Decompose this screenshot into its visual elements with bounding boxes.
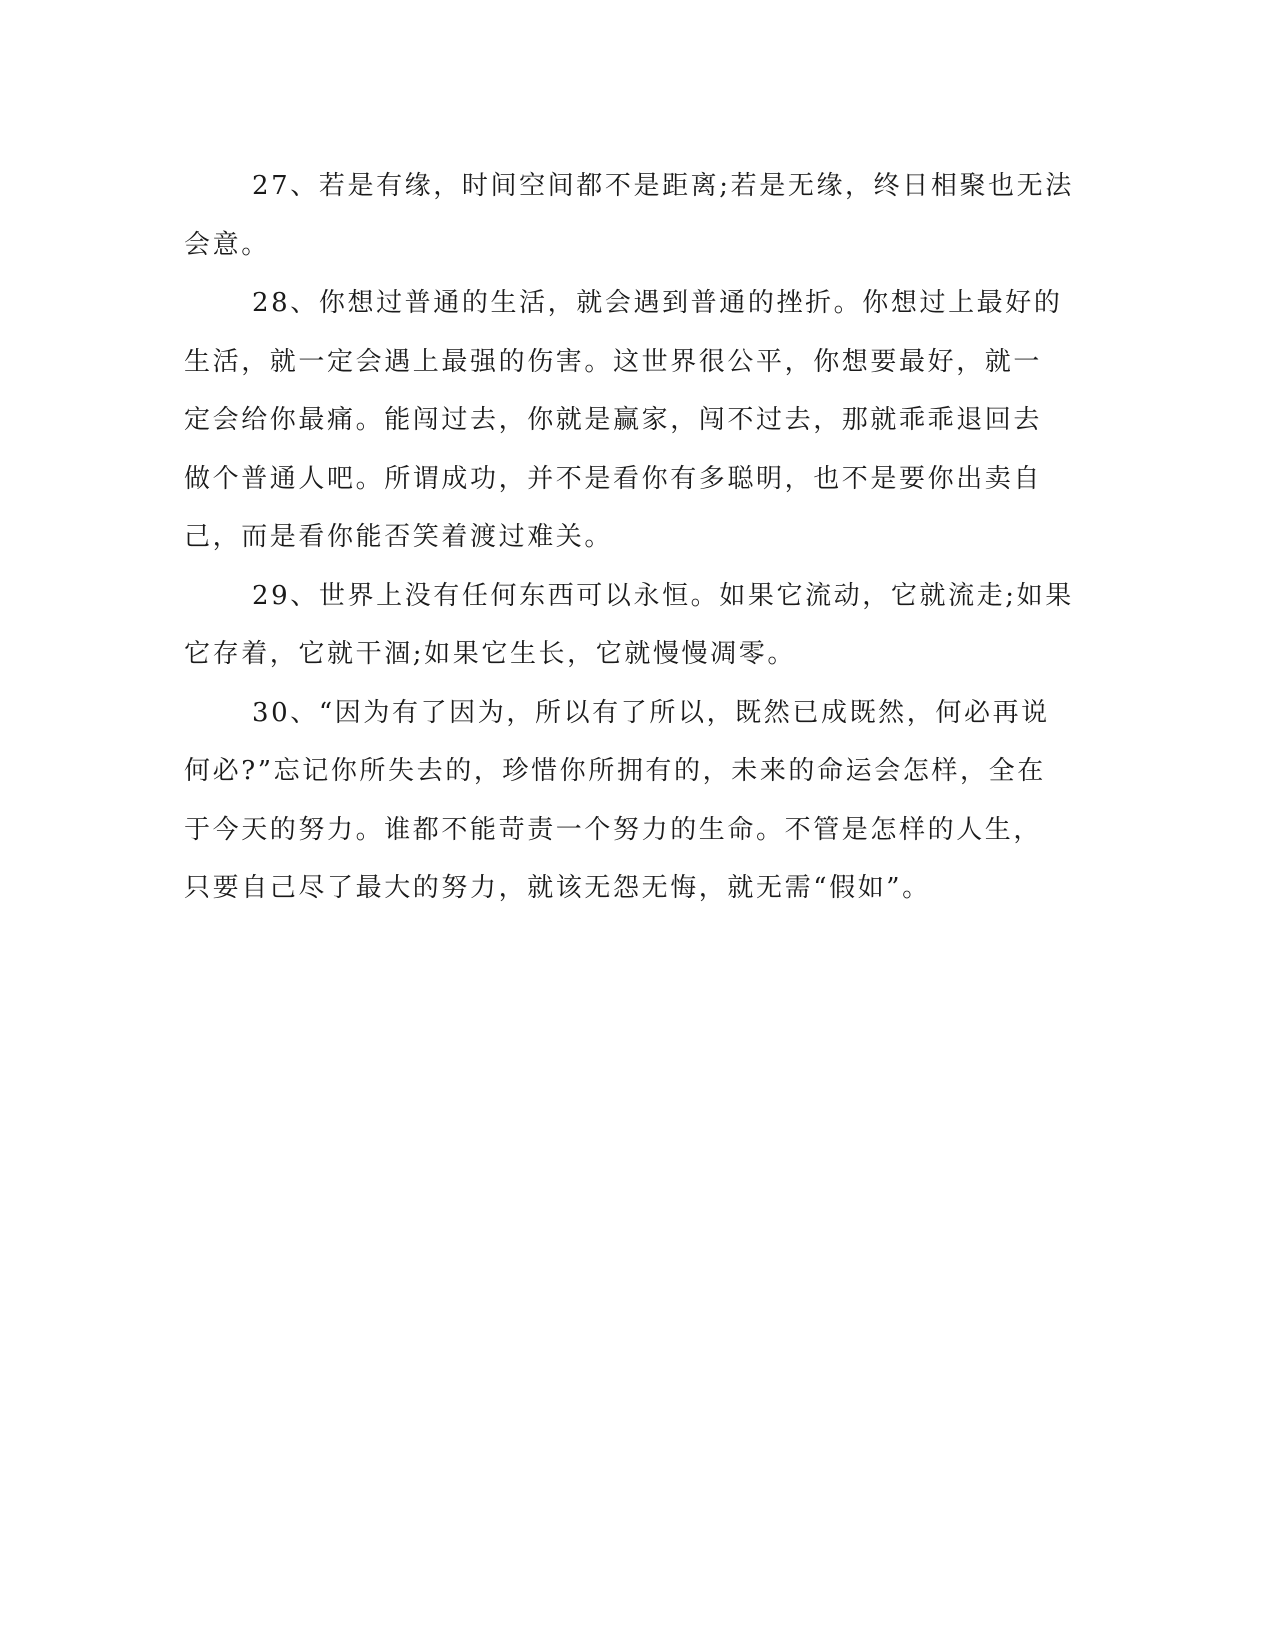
paragraph-line: 生活，就一定会遇上最强的伤害。这世界很公平，你想要最好，就一 (184, 346, 1043, 377)
document-body (184, 157, 1074, 918)
paragraph-29 (184, 567, 1074, 684)
paragraph-30 (184, 684, 1050, 918)
paragraph-line: 28、你想过普通的生活，就会遇到普通的挫折。你想过上最好的 (252, 288, 1063, 318)
paragraph-line: 27、若是有缘，时间空间都不是距离;若是无缘，终日相聚也无法 (252, 171, 1074, 201)
paragraph-line: 会意。 (184, 229, 270, 260)
paragraph-line: 于今天的努力。谁都不能苛责一个努力的生命。不管是怎样的人生， (184, 814, 1043, 845)
paragraph-line: 29、世界上没有任何东西可以永恒。如果它流动，它就流走;如果 (252, 580, 1074, 611)
paragraph-line: 做个普通人吧。所谓成功，并不是看你有多聪明，也不是要你出卖自 (184, 463, 1043, 494)
paragraph-line: 它存着，它就干涸;如果它生长，它就慢慢凋零。 (184, 639, 796, 669)
paragraph-27 (184, 157, 1074, 274)
paragraph-line: 只要自己尽了最大的努力，就该无怨无悔，就无需“假如”。 (184, 873, 931, 903)
paragraph-line: 定会给你最痛。能闯过去，你就是赢家，闯不过去，那就乖乖退回去 (184, 405, 1043, 435)
paragraph-28 (184, 274, 1063, 567)
paragraph-line: 何必?”忘记你所失去的，珍惜你所拥有的，未来的命运会怎样，全在 (184, 756, 1046, 786)
paragraph-line: 己，而是看你能否笑着渡过难关。 (184, 522, 614, 552)
paragraph-line: 30、“因为有了因为，所以有了所以，既然已成既然，何必再说 (252, 697, 1050, 728)
